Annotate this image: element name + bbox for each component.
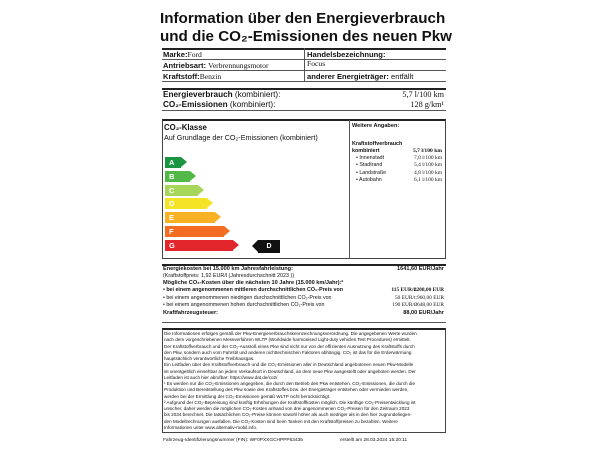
other-energy-row — [307, 72, 413, 81]
energy-consumption-row — [163, 90, 280, 99]
disclaimer-line: Leitfaden ist auch hier abrufbar: https://www.dat.de/co2/ — [164, 374, 278, 380]
fuel-value: Benzin — [199, 72, 222, 81]
costs-bottom-border — [162, 322, 446, 323]
disclaimer-line: den Pkw, sondern auch vom Fahrstil und anderen nichttechnischen Faktoren abhängig. CO₂ ist das für die Erderwärmung — [164, 349, 412, 355]
current-class-letter: D — [266, 243, 272, 251]
co2-cost-row-value: 3648,00 EUR — [414, 302, 444, 309]
further-info-item-value: 7,0 l/100 km — [414, 155, 442, 161]
co2-cost-row-value: 960,00 EUR — [417, 294, 444, 301]
current-class-marker — [258, 240, 280, 253]
label-title — [160, 10, 460, 46]
co2-class-title: CO₂-Klasse — [164, 123, 207, 132]
co2-emissions-label: CO₂-Emissionen — [163, 100, 228, 109]
vehicle-row-divider-3 — [162, 81, 446, 82]
co2-class-bar-b — [165, 171, 190, 182]
make-row — [163, 50, 202, 59]
disclaimer-line: hauptsächlich verantwortliche Treibhausgas. — [164, 356, 255, 361]
energy-consumption-label: Energieverbrauch — [163, 90, 233, 99]
co2-class-letter: C — [169, 185, 175, 195]
co2-class-letter: F — [169, 227, 174, 236]
co2-class-subtitle: Auf Grundlage der CO₂-Emissionen (kombiniert) — [164, 133, 318, 142]
disclaimer-line: bis 2034 berechnet. Die tatsächlichen CO₂-Preise können sowohl höher als auch niedriger als in den hier zugrundeliegen- — [164, 412, 412, 418]
disclaimer-line: ² Aufgrund der CO₂-Bepreisung sind künftig Erhöhungen der Kraftstoffkosten möglich. Die künftige CO₂-Preisentwicklung ist — [164, 399, 416, 405]
disclaimer-line: Produktion und Bereitstellung des Pkw sowie des Kraftstoffes bzw. der Energieträger entstehen oder vermieden werden, — [164, 387, 409, 393]
drive-value: Verbrennungsmotor — [208, 61, 269, 70]
energy-costs-value: 1641,60 EUR/Jahr — [397, 266, 444, 272]
further-info-item-label: • Innenstadt — [356, 155, 385, 161]
make-value: Ford — [187, 50, 202, 59]
co2-cost-row-value: 2208,00 EUR — [413, 287, 444, 293]
co2-class-bar-a — [165, 157, 181, 168]
combined-label: kombiniert — [352, 148, 380, 154]
co2-cost-row-label: • bei einem angenommenen hohen durchschnittlichen CO₂-Preis von — [163, 302, 325, 309]
combined-value: 5,7 l/100 km — [412, 148, 442, 154]
fuel-price-line: (Kraftstoffpreis: 1,92 EUR/l (Jahresdurchschnitt 2023 )) — [163, 273, 295, 279]
energy-consumption-suffix: (kombiniert): — [234, 90, 281, 99]
disclaimer-line: ist unentgeltlich einsehbar an jedem Verkaufsort in Deutschland, an dem neue Pkw ausgestellt oder angeboten werden. Der — [164, 368, 416, 374]
co2-emissions-value: 128 g/km¹ — [410, 100, 444, 109]
disclaimer-line: unsicher, daher werden die möglichen CO₂-Kosten anhand von drei angenommenen CO₂-Preisen für den Zeitraum 2023 — [164, 406, 410, 411]
further-info-item-label: • Autobahn — [356, 177, 382, 184]
title-line-2: und die CO₂-Emissionen des neuen Pkw — [160, 28, 452, 45]
vehicle-tax-value: 88,00 EUR/Jahr — [403, 310, 444, 316]
vin-line: Fahrzeug-Identifizierungsnummer (FIN): WF0PXXGCHPPP63435 — [163, 438, 303, 443]
co2-cost-row-price: 50 EUR/t: — [394, 294, 417, 301]
disclaimer-line: Ein Leitfaden über den Kraftstoffverbrauch und die CO₂-Emissionen aller in Deutschland angebotenen neuen Pkw-Modelle — [164, 362, 414, 368]
co2-cost-row-label: • bei einem angenommenen niedrigen durchschnittlichen CO₂-Preis von — [163, 294, 332, 301]
co2-class-letter: D — [169, 199, 175, 209]
trade-name-label: Handelsbezeichnung: — [307, 50, 386, 59]
drive-label: Antriebsart: — [163, 61, 207, 70]
co2-class-bar-c — [165, 185, 198, 196]
co2-class-bar-g — [165, 240, 233, 251]
further-info-item-value: 4,8 l/100 km — [414, 169, 442, 176]
disclaimer-line: nach dem vorgeschriebenen Messverfahren WLTP (Worldwide harmonised Light-duty vehicles Test Procedures) ermittelt. — [164, 337, 411, 343]
co2-emissions-suffix: (kombiniert): — [229, 100, 276, 109]
co2-class-divider — [349, 120, 350, 259]
co2-cost-row-price: 115 EUR/t: — [391, 287, 417, 293]
further-info-item-value: 6,1 l/100 km — [414, 177, 442, 184]
drive-row — [163, 61, 269, 70]
make-label: Marke: — [163, 50, 188, 59]
co2-class-bar-e — [165, 212, 215, 223]
co2-emissions-row — [163, 100, 275, 109]
disclaimer-line: Informationen unter www.alternativ-mobil.info. — [164, 424, 258, 430]
further-info-title: Weitere Angaben: — [352, 123, 400, 129]
co2-class-letter: E — [169, 213, 175, 223]
fuel-consumption-label: Kraftstoffverbrauch — [352, 141, 403, 147]
energy-consumption-value: 5,7 l/100 km — [402, 90, 444, 99]
co2-class-bar-d — [165, 198, 207, 209]
energy-costs-label: Energiekosten bei 15.000 km Jahresfahrleistung: — [163, 266, 293, 272]
title-line-1: Information über den Energieverbrauch — [160, 10, 446, 27]
further-info-item-label: • Stadtrand — [356, 162, 383, 169]
other-energy-label: anderer Energieträger: — [307, 72, 389, 81]
disclaimer-line: Die Informationen erfolgen gemäß der Pkw-Energieverbrauchskennzeichnungsverordnung. Die angegebenen Werte wurden — [164, 331, 417, 336]
disclaimer-line: werden bei der Ermittlung der CO₂-Emissionen gemäß WLTP nicht berücksichtigt. — [164, 393, 331, 399]
fuel-row — [163, 72, 221, 81]
trade-name-row — [307, 50, 385, 59]
further-info-item-value: 5,4 l/100 km — [414, 162, 442, 169]
trade-name-value: Focus — [307, 59, 326, 68]
possible-co2-costs-label: Mögliche CO₂-Kosten über die nächsten 10 Jahre (15.000 km/Jahr):² — [163, 280, 344, 286]
co2-class-letter: B — [169, 171, 175, 181]
further-info-item-label: • Landstraße — [356, 169, 387, 176]
disclaimer-line: den Modellrechnungen ausfallen. Die CO₂-Kosten sind beim Tanken mit den Kraftstoffpreisen zu bezahlen. Weitere — [164, 418, 398, 424]
disclaimer-line: Der Kraftstoffverbrauch und der CO₂-Ausstoß eines Pkw sind nicht nur von der effizienten Ausnutzung des Kraftstoffs durch — [164, 343, 415, 349]
consumption-bottom-border — [162, 110, 446, 111]
disclaimer-line: ¹ Es werden nur die CO₂-Emissionen angegeben, die durch den Betrieb des Pkw entstehen. CO₂-Emissionen, die durch die — [164, 381, 415, 386]
co2-cost-row-price: 190 EUR/t: — [392, 302, 417, 309]
vehicle-column-divider — [304, 48, 305, 81]
vehicle-tax-label: Kraftfahrzeugsteuer: — [163, 310, 219, 316]
other-energy-value: entfällt — [391, 72, 414, 81]
fuel-label: Kraftstoff: — [163, 72, 200, 81]
co2-class-bar-f — [165, 226, 224, 237]
co2-class-letter: G — [169, 240, 175, 250]
co2-cost-row-label: • bei einem angenommenen mittleren durchschnittlichen CO₂-Preis von — [163, 287, 343, 293]
co2-class-letter: A — [169, 158, 175, 167]
created-date: erstellt am 28.03.2024 15:20:11 — [340, 438, 408, 443]
